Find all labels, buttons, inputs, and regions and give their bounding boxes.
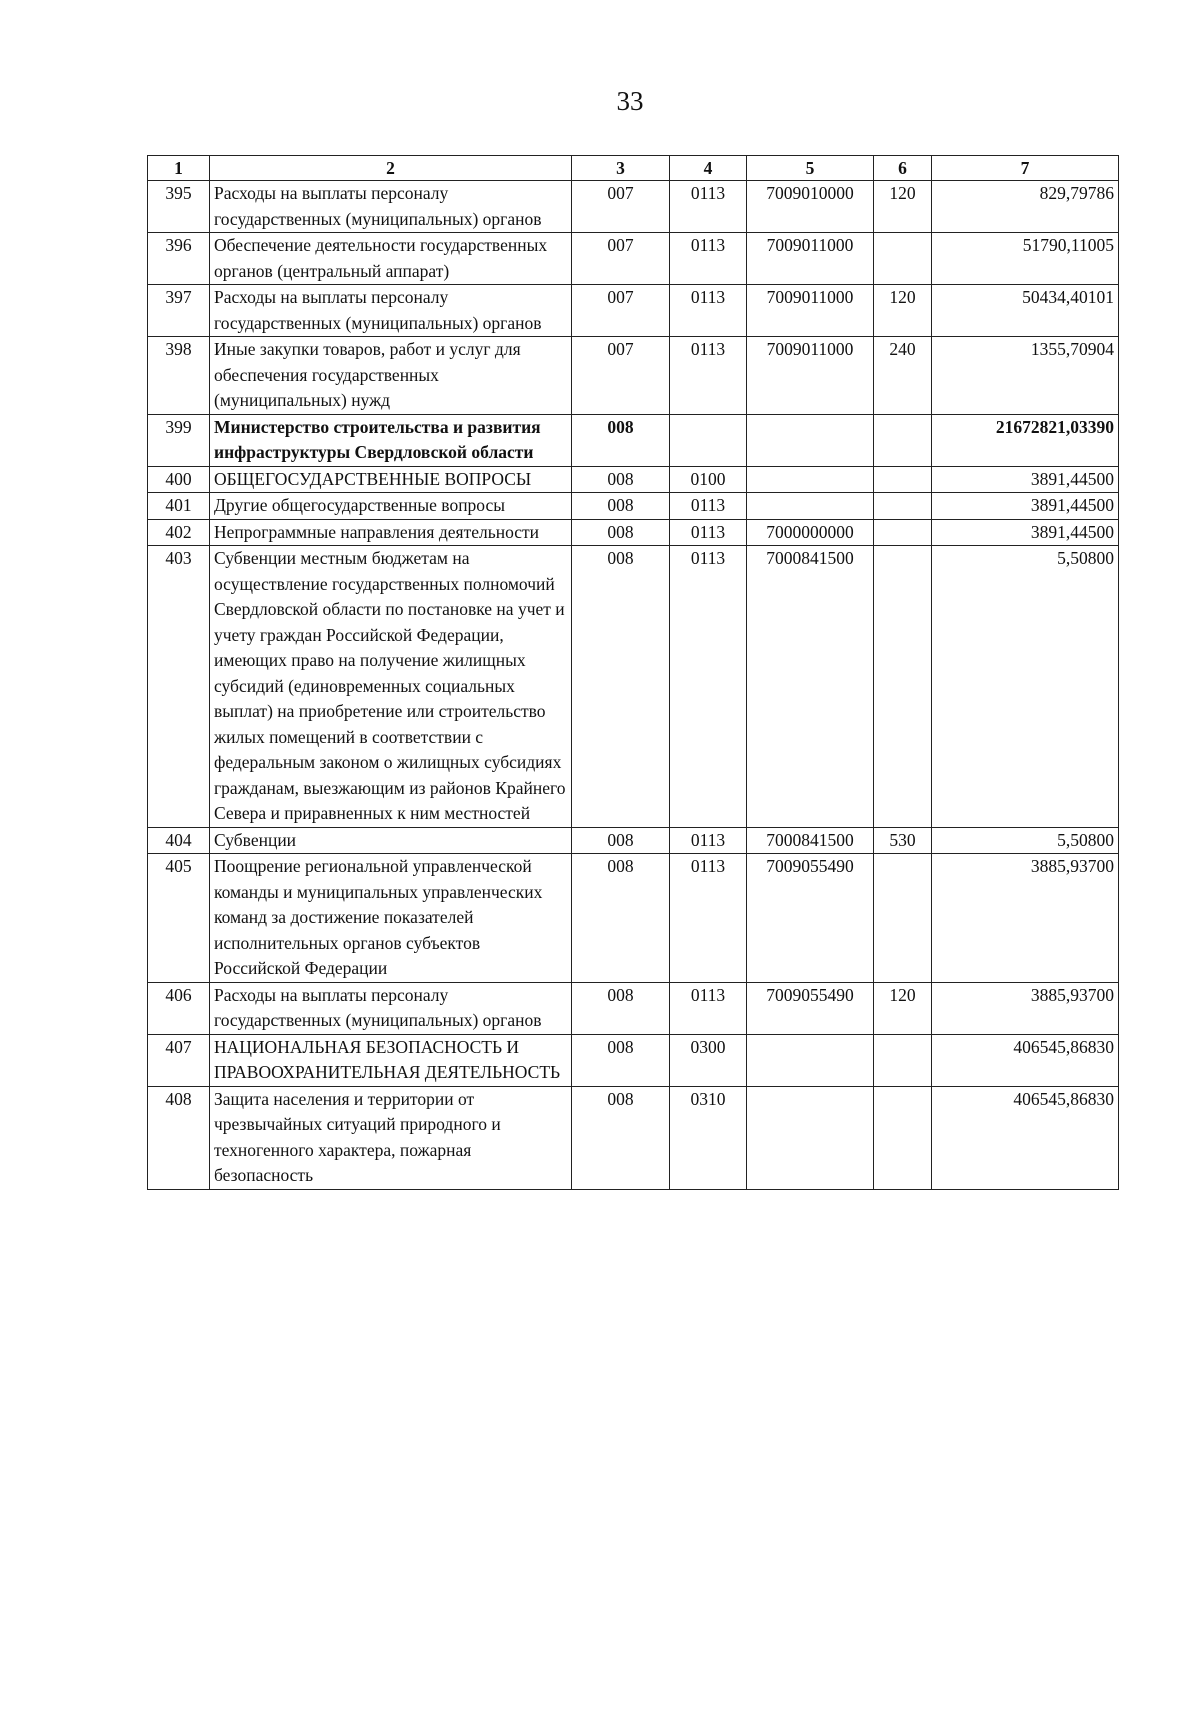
row-col5-code: 7009011000 (747, 337, 874, 415)
row-col4-code: 0310 (670, 1086, 747, 1189)
row-col3-code: 007 (572, 337, 670, 415)
row-number: 407 (148, 1034, 210, 1086)
table-row (148, 546, 1119, 828)
row-col6-code (874, 854, 932, 983)
row-amount: 3891,44500 (932, 493, 1119, 520)
row-col5-code: 7000000000 (747, 519, 874, 546)
row-name: НАЦИОНАЛЬНАЯ БЕЗОПАСНОСТЬ И ПРАВООХРАНИТЕЛЬНАЯ ДЕЯТЕЛЬНОСТЬ (210, 1034, 572, 1086)
row-amount: 406545,86830 (932, 1034, 1119, 1086)
table-row (148, 1034, 1119, 1086)
row-name: Министерство строительства и развития инфраструктуры Свердловской области (210, 414, 572, 466)
row-col3-code: 008 (572, 854, 670, 983)
table-header-row (148, 156, 1119, 181)
column-header: 7 (932, 156, 1119, 181)
row-col6-code: 120 (874, 181, 932, 233)
row-number: 406 (148, 982, 210, 1034)
row-col6-code: 120 (874, 982, 932, 1034)
row-col3-code: 008 (572, 466, 670, 493)
row-col4-code: 0113 (670, 337, 747, 415)
row-amount: 5,50800 (932, 546, 1119, 828)
row-col4-code: 0113 (670, 285, 747, 337)
row-amount: 406545,86830 (932, 1086, 1119, 1189)
row-col4-code: 0113 (670, 233, 747, 285)
row-name: Расходы на выплаты персоналу государственных (муниципальных) органов (210, 181, 572, 233)
row-col3-code: 008 (572, 493, 670, 520)
table-row (148, 854, 1119, 983)
table-row (148, 982, 1119, 1034)
row-col4-code: 0300 (670, 1034, 747, 1086)
table-row (148, 493, 1119, 520)
row-col6-code (874, 519, 932, 546)
row-col3-code: 008 (572, 1034, 670, 1086)
row-number: 404 (148, 827, 210, 854)
row-col6-code (874, 466, 932, 493)
row-col5-code (747, 414, 874, 466)
column-header: 6 (874, 156, 932, 181)
row-name: Защита населения и территории от чрезвычайных ситуаций природного и техногенного характера, пожарная безопасность (210, 1086, 572, 1189)
row-name: ОБЩЕГОСУДАРСТВЕННЫЕ ВОПРОСЫ (210, 466, 572, 493)
row-number: 398 (148, 337, 210, 415)
table-row (148, 414, 1119, 466)
row-col3-code: 007 (572, 181, 670, 233)
row-col6-code (874, 414, 932, 466)
column-header: 2 (210, 156, 572, 181)
row-col6-code: 120 (874, 285, 932, 337)
row-col3-code: 008 (572, 1086, 670, 1189)
row-amount: 5,50800 (932, 827, 1119, 854)
row-col4-code: 0113 (670, 827, 747, 854)
row-amount: 51790,11005 (932, 233, 1119, 285)
row-number: 400 (148, 466, 210, 493)
row-name: Расходы на выплаты персоналу государственных (муниципальных) органов (210, 285, 572, 337)
row-amount: 829,79786 (932, 181, 1119, 233)
row-col6-code (874, 1034, 932, 1086)
row-col6-code (874, 233, 932, 285)
row-col3-code: 008 (572, 982, 670, 1034)
table-row (148, 466, 1119, 493)
row-amount: 3891,44500 (932, 466, 1119, 493)
row-col6-code (874, 546, 932, 828)
row-amount: 50434,40101 (932, 285, 1119, 337)
row-amount: 3891,44500 (932, 519, 1119, 546)
row-amount: 3885,93700 (932, 854, 1119, 983)
row-name: Субвенции (210, 827, 572, 854)
row-col4-code: 0113 (670, 181, 747, 233)
budget-table (147, 155, 1119, 1190)
row-col3-code: 007 (572, 285, 670, 337)
row-number: 402 (148, 519, 210, 546)
row-col5-code: 7009010000 (747, 181, 874, 233)
row-number: 397 (148, 285, 210, 337)
row-col3-code: 008 (572, 827, 670, 854)
row-col3-code: 007 (572, 233, 670, 285)
table-row (148, 181, 1119, 233)
row-number: 405 (148, 854, 210, 983)
row-col6-code (874, 1086, 932, 1189)
row-col4-code: 0100 (670, 466, 747, 493)
row-name: Субвенции местным бюджетам на осуществление государственных полномочий Свердловской области по постановке на учет и учету граждан Российской Федерации, имеющих право на получение жилищных субсидий (единовременных социальных выплат) на приобретение или строительство жилых помещений в соответствии с федеральным законом о жилищных субсидиях гражданам, выезжающим из районов Крайнего Севера и приравненных к ним местностей (210, 546, 572, 828)
row-col5-code (747, 466, 874, 493)
row-number: 401 (148, 493, 210, 520)
row-name: Обеспечение деятельности государственных органов (центральный аппарат) (210, 233, 572, 285)
row-col5-code: 7000841500 (747, 827, 874, 854)
page-number: 33 (616, 86, 644, 116)
row-col3-code: 008 (572, 519, 670, 546)
row-col5-code: 7009011000 (747, 285, 874, 337)
row-col5-code: 7009055490 (747, 854, 874, 983)
row-col5-code: 7009055490 (747, 982, 874, 1034)
row-col5-code (747, 1086, 874, 1189)
table-row (148, 337, 1119, 415)
column-header: 5 (747, 156, 874, 181)
row-number: 403 (148, 546, 210, 828)
row-col5-code: 7000841500 (747, 546, 874, 828)
row-col4-code: 0113 (670, 519, 747, 546)
row-col5-code (747, 1034, 874, 1086)
column-header: 3 (572, 156, 670, 181)
row-number: 408 (148, 1086, 210, 1189)
column-header: 4 (670, 156, 747, 181)
row-col5-code: 7009011000 (747, 233, 874, 285)
row-name: Иные закупки товаров, работ и услуг для обеспечения государственных (муниципальных) нужд (210, 337, 572, 415)
row-col4-code: 0113 (670, 982, 747, 1034)
row-name: Поощрение региональной управленческой команды и муниципальных управленческих команд за достижение показателей исполнительных органов субъектов Российской Федерации (210, 854, 572, 983)
row-name: Расходы на выплаты персоналу государственных (муниципальных) органов (210, 982, 572, 1034)
row-col4-code: 0113 (670, 546, 747, 828)
row-amount: 3885,93700 (932, 982, 1119, 1034)
row-amount: 21672821,03390 (932, 414, 1119, 466)
table-row (148, 1086, 1119, 1189)
row-col3-code: 008 (572, 546, 670, 828)
row-col5-code (747, 493, 874, 520)
row-number: 396 (148, 233, 210, 285)
table-row (148, 233, 1119, 285)
table-row (148, 285, 1119, 337)
row-col4-code: 0113 (670, 854, 747, 983)
row-amount: 1355,70904 (932, 337, 1119, 415)
column-header: 1 (148, 156, 210, 181)
row-number: 399 (148, 414, 210, 466)
table-row (148, 827, 1119, 854)
row-col6-code: 240 (874, 337, 932, 415)
row-col4-code: 0113 (670, 493, 747, 520)
row-col6-code: 530 (874, 827, 932, 854)
row-col6-code (874, 493, 932, 520)
row-col3-code: 008 (572, 414, 670, 466)
row-name: Другие общегосударственные вопросы (210, 493, 572, 520)
table-row (148, 519, 1119, 546)
row-number: 395 (148, 181, 210, 233)
row-name: Непрограммные направления деятельности (210, 519, 572, 546)
row-col4-code (670, 414, 747, 466)
